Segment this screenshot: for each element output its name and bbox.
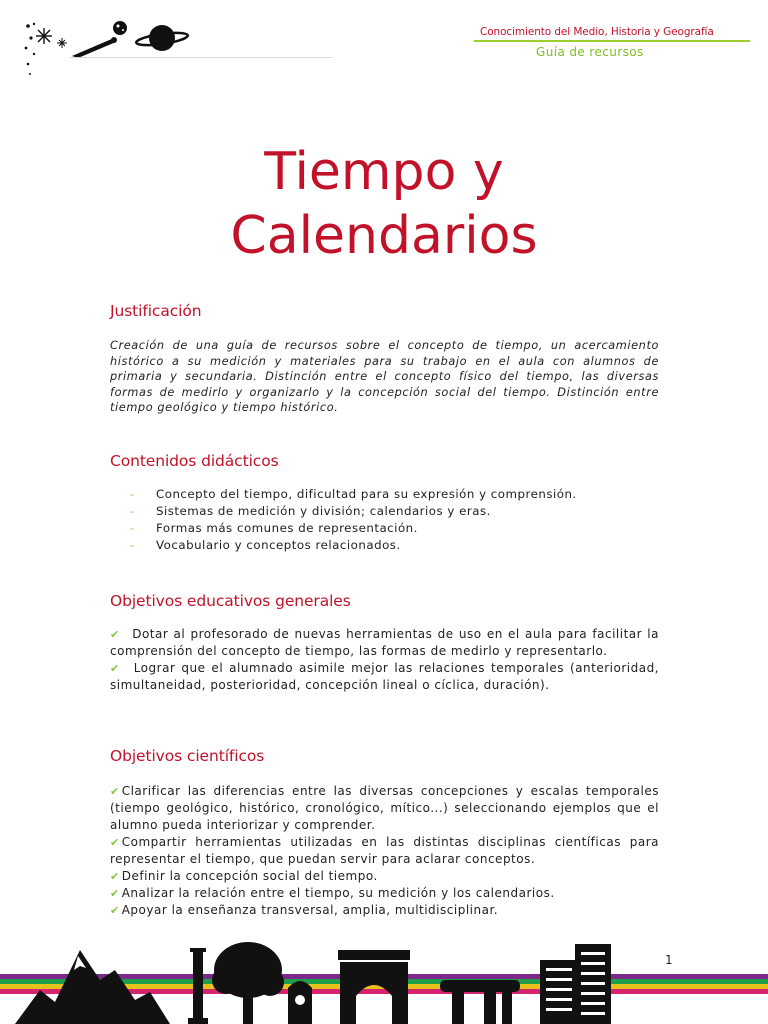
page-title [0, 140, 768, 268]
general-objectives-section [110, 592, 659, 694]
list-item: ✔ Compartir herramientas utilizadas en las distintas disciplinas científicas para representar el tiempo, que puedan servir para aclarar conceptos. [110, 835, 659, 866]
tree-icon [212, 942, 284, 1024]
saturn-icon [136, 25, 189, 51]
contents-list [110, 486, 659, 554]
list-item: ✔ Clarificar las diferencias entre las diversas concepciones y escalas temporales (tiempo geológico, histórico, cronológico, mítico...) seleccionando ejemplos que el alumno pueda interiorizar y comprender. [110, 784, 659, 832]
contents-section [110, 452, 659, 554]
header-space-icons [22, 18, 192, 78]
header-subject: Conocimiento del Medio, Historia y Geografía [480, 26, 714, 38]
justification-heading: Justificación [110, 302, 202, 320]
general-objectives-list [110, 626, 659, 694]
tombstone-icon [288, 981, 312, 1024]
checkmark-icon: ✔ [110, 887, 120, 900]
checkmark-icon: ✔ [110, 904, 120, 917]
scientific-objectives-heading: Objetivos científicos [110, 747, 265, 765]
contents-heading: Contenidos didácticos [110, 452, 279, 470]
list-item: - Vocabulario y conceptos relacionados. [130, 538, 401, 552]
dash-bullet: - [130, 504, 135, 518]
list-item: - Concepto del tiempo, dificultad para su expresión y comprensión. [130, 487, 577, 501]
checkmark-icon: ✔ [110, 870, 120, 883]
title-line-1: Tiempo y [264, 142, 504, 202]
list-item: ✔ Analizar la relación entre el tiempo, su medición y los calendarios. [110, 886, 555, 900]
buildings-icon [540, 944, 611, 1024]
comet-icon [72, 37, 117, 58]
list-item: ✔ Lograr que el alumnado asimile mejor las relaciones temporales (anterioridad, simultaneidad, posterioridad, concepción lineal o cíclica, duración). [110, 661, 659, 692]
snowflake-icon [25, 23, 36, 75]
title-line-2: Calendarios [230, 206, 538, 266]
list-item: ✔ Dotar al profesorado de nuevas herramientas de uso en el aula para facilitar la comprensión del concepto de tiempo, las formas de medirlo y representarlo. [110, 627, 659, 658]
list-item: - Formas más comunes de representación. [130, 521, 418, 535]
header-divider-left [70, 57, 332, 58]
list-item: ✔ Definir la concepción social del tiempo. [110, 869, 378, 883]
checkmark-icon: ✔ [110, 785, 120, 798]
justification-text: Creación de una guía de recursos sobre el concepto de tiempo, un acercamiento histórico a su medición y materiales para su trabajo en el aula con alumnos de primaria y secundaria. Distinción entre el concepto físico del tiempo, las diversas formas de medirlo y organizarlo y la concepción social del tiempo. Distinción entre tiempo geológico y tiempo histórico. [110, 339, 659, 414]
general-objectives-heading: Objetivos educativos generales [110, 592, 351, 610]
header-divider-right [474, 40, 750, 42]
dash-bullet: - [130, 521, 135, 535]
moon-icon [113, 21, 127, 35]
list-item: ✔ Apoyar la enseñanza transversal, amplia, multidisciplinar. [110, 903, 499, 917]
list-item: - Sistemas de medición y división; calendarios y eras. [130, 504, 491, 518]
header-guide-label: Guía de recursos [536, 45, 644, 59]
page-number: 1 [665, 953, 673, 967]
scientific-objectives-list [110, 783, 659, 919]
scientific-objectives-section [110, 747, 659, 919]
snowflake-icon [36, 28, 52, 44]
dolmen-icon [440, 980, 520, 1024]
dash-bullet: - [130, 487, 135, 501]
checkmark-icon: ✔ [110, 662, 120, 675]
checkmark-icon: ✔ [110, 628, 120, 641]
dash-bullet: - [130, 538, 135, 552]
checkmark-icon: ✔ [110, 836, 120, 849]
footer-illustration [0, 930, 768, 1024]
justification-section [110, 302, 659, 416]
